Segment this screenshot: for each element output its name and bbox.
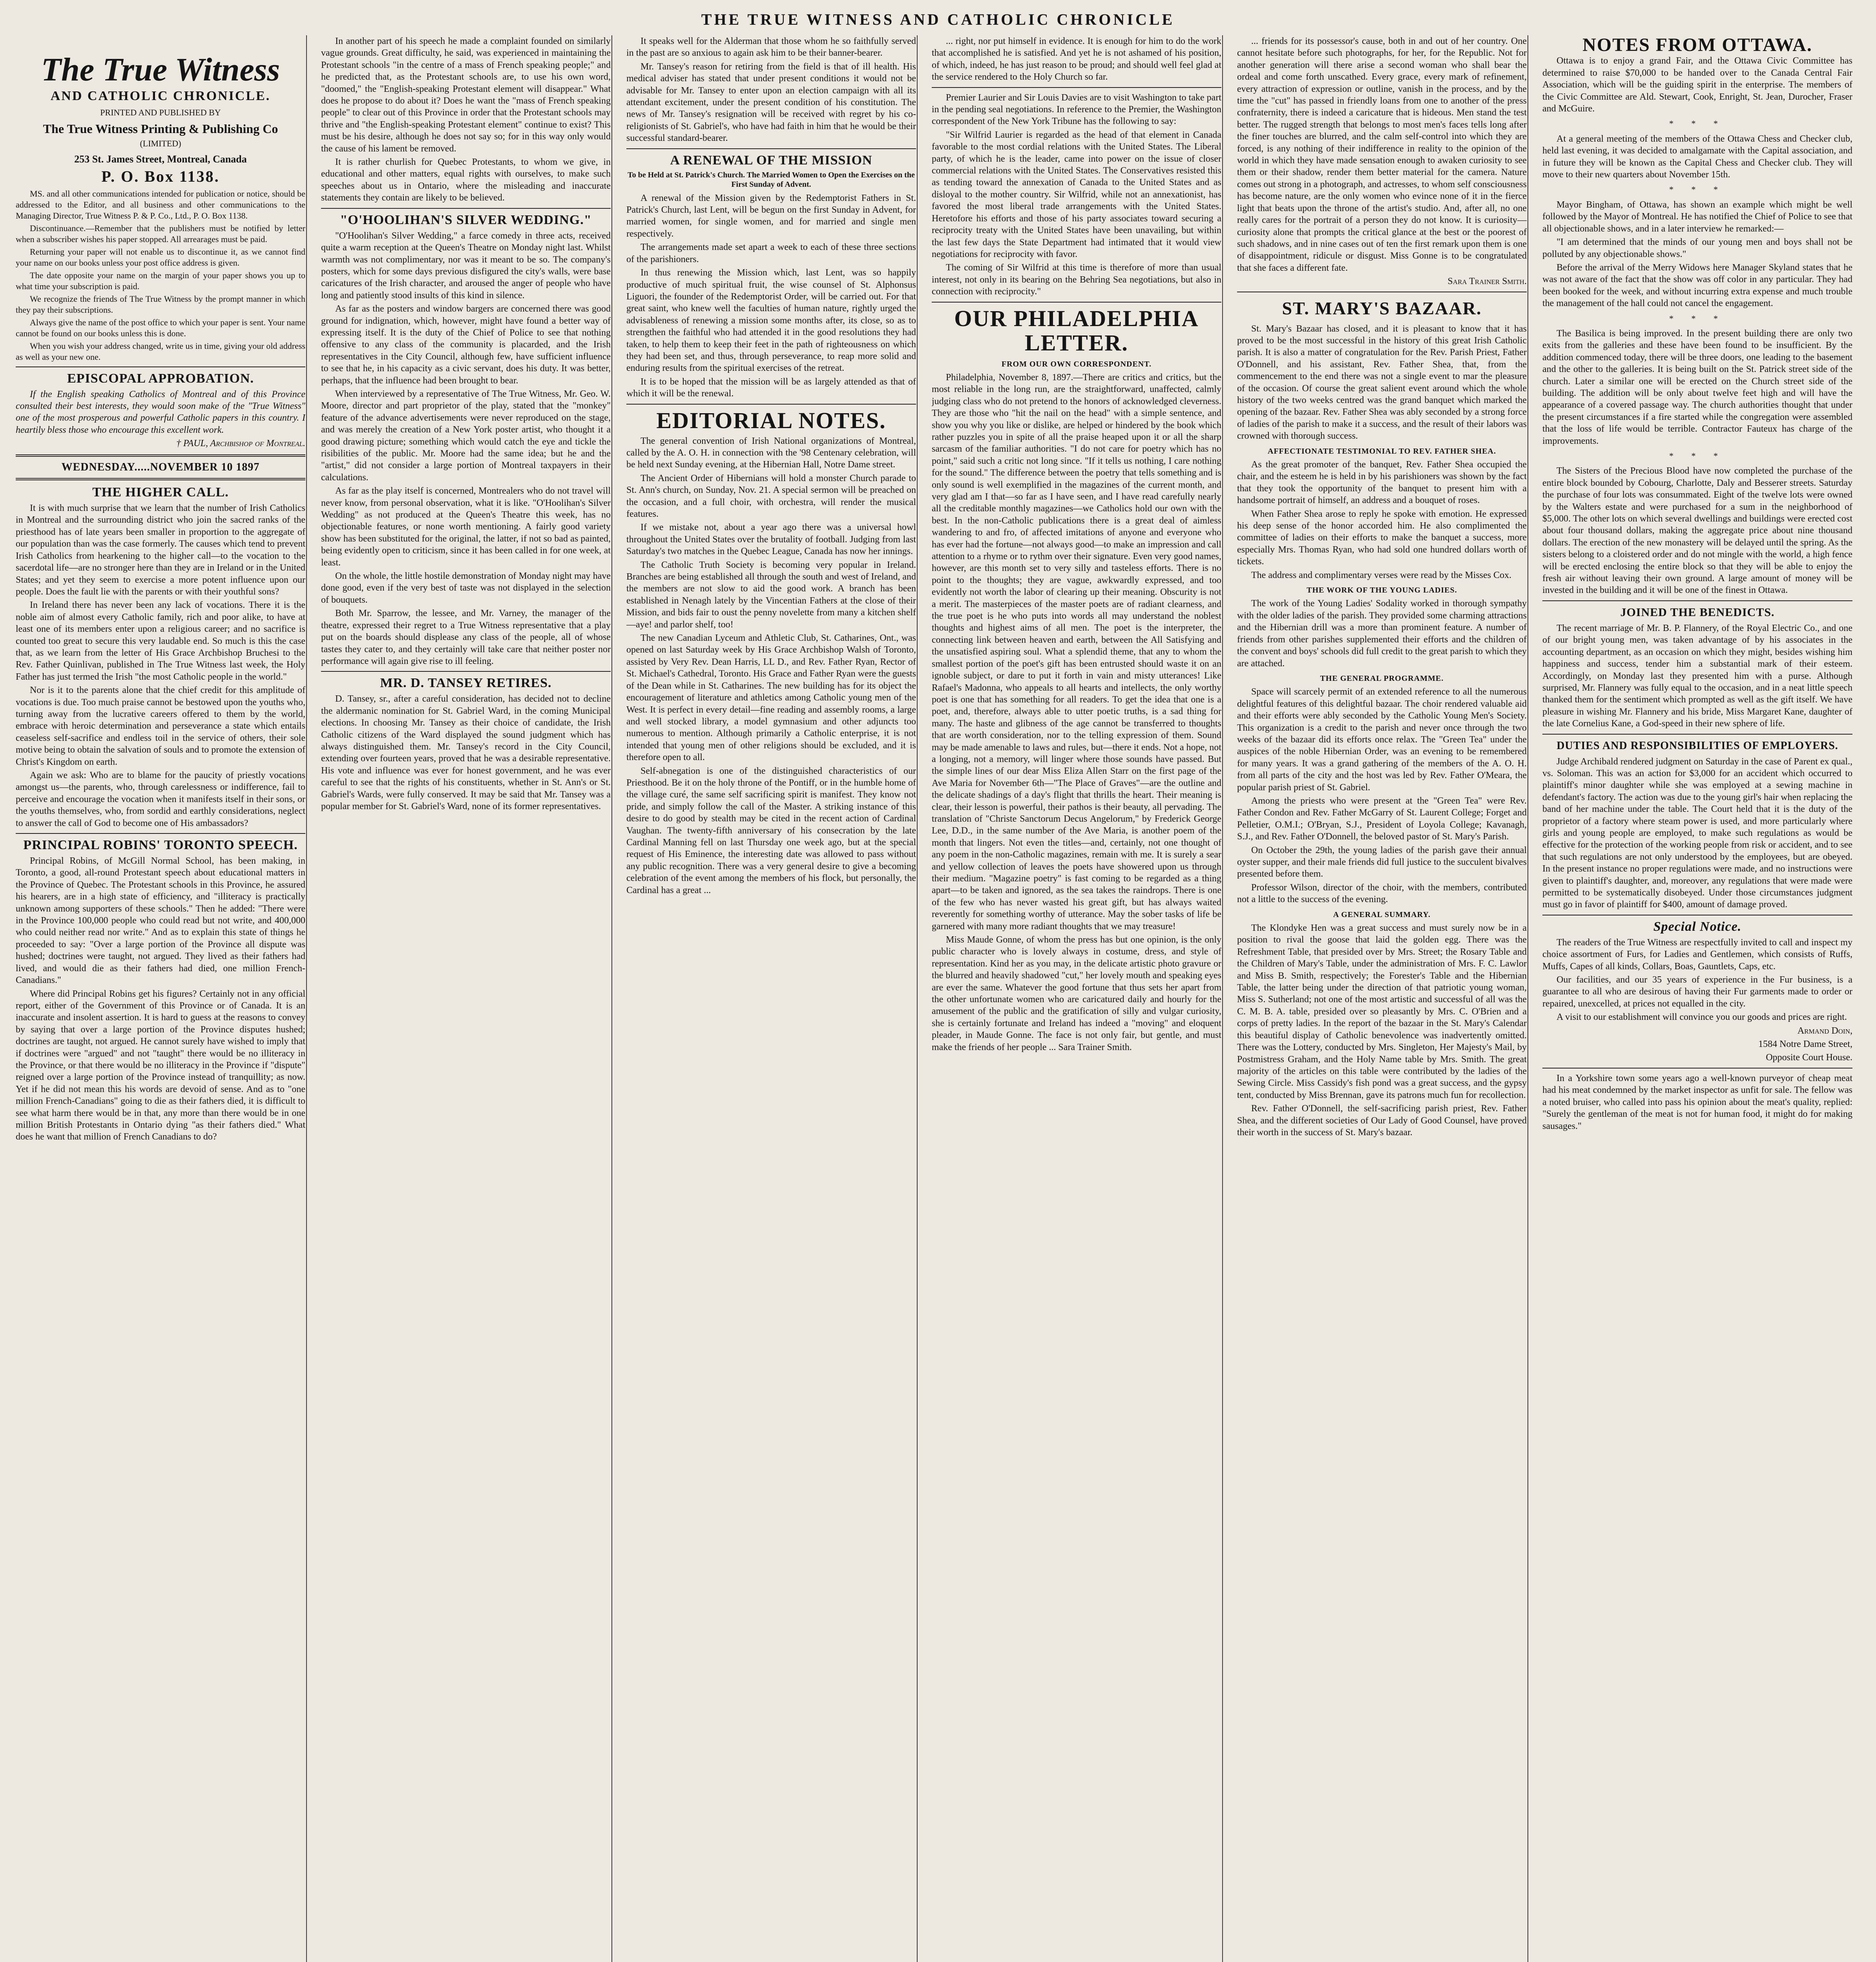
article-paragraph: The Klondyke Hen was a great success and must surely now be in a position to rival the goose that laid the golden egg. There was the Refreshment Table, that presided over by Mrs. Street; the Rosary Table and the Children of Mary's Table, under the administration of Mrs. F. C. Lawlor and Miss B. Smith, respectively; the Forester's Table and the Hibernian Table, the latter being under the direction of that patriotic young woman, Miss S. Sutherland; not one of the most artistic and successful of all was the C. M. B. A. table, presided over so pleasantly by Mrs. C. O'Brien and a corps of pretty ladies. In the report of the bazaar in the St. Mary's Calendar this beautiful display of Catholic benevolence was inadvertently omitted. There was the Lottery, conducted by Mrs. Singleton, Her Majesty's Mail, by Postmistress Graham, and the Holy Name table by Mrs. Smith. The great majority of the articles on this table were contributed by the ladies of the Sewing Circle. Miss Cassidy's fish pond was a great success, and the gypsy tent, conducted by Miss Brennan, gave its patrons much fun for recollection. xyxy=(1237,923,1527,1100)
bazaar-subheading: THE GENERAL PROGRAMME. xyxy=(1320,674,1444,683)
running-head: THE TRUE WITNESS AND CATHOLIC CHRONICLE xyxy=(701,11,1175,28)
article-paragraph: A visit to our establishment will convince you our goods and prices are right. xyxy=(1557,1012,1847,1023)
column-5 xyxy=(1237,35,1527,1962)
article-paragraph: If we mistake not, about a year ago there was a universal howl throughout the United States over the brutality of football. Judging from last Saturday's two matches in the Quebec League, Canada has now her innings. xyxy=(626,522,916,557)
article-paragraph: Again we ask: Who are to blame for the paucity of priestly vocations amongst us—the parents, who, through carelessness or indifference, fail to perceive and encourage the vocation when it manifests itself in their sons, or the youths themselves, who, from sordid and earthly considerations, neglect to answer the call of God to become one of His ambassadors? xyxy=(16,770,305,828)
notice: We recognize the friends of The True Witness by the prompt manner in which they pay their subscriptions. xyxy=(16,294,305,315)
masthead xyxy=(16,51,305,363)
notice: Discontinuance.—Remember that the publishers must be notified by letter when a subscriber wishes his paper stopped. All arrearages must be paid. xyxy=(16,223,305,244)
article-paragraph: Before the arrival of the Merry Widows here Manager Skyland states that he was not aware of the fact that the show was off color in any particular. They had been booked for the week, and without incurring extra expense and much trouble the management of the hall could not cancel the engagement. xyxy=(1542,262,1852,309)
article-paragraph: It is rather churlish for Quebec Protestants, to whom we give, in educational and other matters, equal rights with ourselves, to make such speeches about us in Ontario, where the misleading and inaccurate statements they contain are likely to be believed. xyxy=(321,157,611,203)
article-paragraph: As far as the play itself is concerned, Montrealers who do not travel will never know, from personal observation, what it is like. "O'Hoolihan's Silver Wedding" as not produced at the Queen's Theatre this week, has no objectionable features, or none worth mentioning. A fairly good variety show has been substituted for the original, the latter, if not so bad as painted, being evidently open to criticism, since it has been called in for one week, at least. xyxy=(321,486,611,568)
masthead-address: 253 St. James Street, Montreal, Canada xyxy=(74,153,247,165)
article-paragraph: It is to be hoped that the mission will be as largely attended as that of which it will be the renewal. xyxy=(626,376,916,399)
divider xyxy=(1542,600,1852,601)
article-paragraph: Mr. Tansey's reason for retiring from the field is that of ill health. His medical adviser has stated that under present conditions it would not be advisable for Mr. Tansey to enter upon an election campaign with all its attendant excitement, under the present condition of his constitution. The news of Mr. Tansey's resignation will be received with regret by his co-religionists of St. Gabriel's, who have had faith in him that he would be their successful standard-bearer. xyxy=(626,61,916,144)
article-paragraph: The work of the Young Ladies' Sodality worked in thorough sympathy with the older ladies of the parish. They provided some charming attractions and the Hibernian drill was a more than prominent feature. A number of friends from other parishes supplemented their efforts and the children of the convent and boys' schools did full credit to the great parish to which they are attached. xyxy=(1237,598,1527,669)
article-paragraph: It speaks well for the Alderman that those whom he so faithfully served in the past are so anxious to again ask him to be their banner-bearer. xyxy=(626,36,916,58)
special-notice-heading: Special Notice. xyxy=(1653,919,1742,934)
article-paragraph: Miss Maude Gonne, of whom the press has but one opinion, is the only public character who is lovely always in costume, dress, and style of representation. Kind her as you may, in the delicate artistic photo gravure or the blurred and heavily shadowed "cut," her lovely mouth and speaking eyes are ever the same. Whatever the good fortune that thus sets her apart from the other unfortunate women who are caricatured daily and hourly for the amusement of the public and the gratification of silly and vulgar curiosity, she is certainly fortunate and Ireland has indeed a "moving" and eloquent pleader, in Maude Gonne. The face is not only fair, but gentle, and must make the friends of her people ... Sara Trainer Smith. xyxy=(932,935,1221,1052)
column-4 xyxy=(932,35,1221,1962)
article-paragraph: Our facilities, and our 35 years of experience in the Fur business, is a guarantee to all who are desirous of having their Fur garments made to order or repaired, unexcelled, at prices not equalled in the city. xyxy=(1542,975,1852,1009)
article-paragraph: In another part of his speech he made a complaint founded on similarly vague grounds. Great difficulty, he said, was experienced in maintaining the Protestant schools "in the centre of a mass of French speaking people;" and he predicted that, as the Protestant schools are, to use his own word, "doomed," the "English-speaking Protestant element will disappear." What does he propose to do about it? Does he want the "mass of French speaking people" to clear out of this Province in order that the Protestant schools may thrive and "the English-speaking Protestant element" continue to exist? This must be his desire, although he does not say so; for in this way only would the cause of his lament be removed. xyxy=(321,36,611,154)
article-paragraph: ... friends for its possessor's cause, both in and out of her country. One cannot hesitate before such photographs, for her, for the Republic. Not for another generation will there arise a second woman who shall bear the ordeal and come forth unscathed. Every grace, every mark of refinement, every attraction of expression or outline, vanish in the process, and by the time the "cut" has passed in friendly loans from one to another of the press confraternity, there is indeed a caricature that is hideous. Men stand the test better. The rugged strength that belongs to most men's faces tells long after the finer touches are blurred, and the calm self-control into which they are forced, is any nothing of their indifference in reality to the opinion of the world in which they have made sensation enough to awaken curiosity to see them or their shadow, render them better material for the camera. Nature comes out strong in a photograph, and actresses, to whom self consciousness has become nature, are the only women who evince none of it in the fierce light that beats upon the throne of the artist's studio. And, after all, no one really cares for the portrait of a person they do not know. It is curiosity—curiosity alone that prompts the critical glance at the best or the poorest of such shadows, and in nine cases out of ten the first remark upon them is one of disappointment, ridicule or disgust. Miss Gonne is to be congratulated that she faces a different fate. xyxy=(1237,36,1527,273)
bazaar-subheading: A GENERAL SUMMARY. xyxy=(1333,910,1431,919)
article-paragraph: In Ireland there has never been any lack of vocations. There it is the noble aim of almost every Catholic family, rich and poor alike, to have at least one of its members enter upon a religious career; and no sacrifice is counted too great to secure this very laudable end. So much is this the case that, as we learn from the letter of His Grace Archbishop Bruchesi to the Rev. Father Quinlivan, published in The True Witness last week, the Holy Father has just termed the Irish "the most Catholic people in the world." xyxy=(16,600,305,682)
article-paragraph: As the great promoter of the banquet, Rev. Father Shea occupied the chair, and the esteem he is held in by his parishioners was shown by the fact that they took the opportunity of the banquet to present him with a handsome portrait of himself, an address and a bouquet of roses. xyxy=(1237,460,1527,506)
mission-subheading: To be Held at St. Patrick's Church. The Married Women to Open the Exercises on the First Sunday of Advent. xyxy=(628,170,915,189)
article-signature: Sara Trainer Smith. xyxy=(1447,276,1527,287)
article-paragraph: In thus renewing the Mission which, last Lent, was so happily productive of much spiritual fruit, the wise counsel of St. Alphonsus Liguori, the founder of the Redemptorist Order, will be carried out. For that great saint, who knew well the faculties of human nature, rightly urged the advisableness of renewing a mission some months after, its close, so as to strengthen the faithful who had attended it in the good resolutions they had taken, to help them to keep their feet in the path of righteousness on which they had been set, and thus, through perseverance, to reap more solid and enduring results from the spiritual exercises of the retreat. xyxy=(626,268,916,374)
mission-heading: A RENEWAL OF THE MISSION xyxy=(670,153,872,168)
article-paragraph: The coming of Sir Wilfrid at this time is therefore of more than usual interest, not only in its bearing on the Behring Sea negotiations, but also in connection with reciprocity." xyxy=(932,263,1221,297)
divider xyxy=(16,454,305,457)
article-paragraph: D. Tansey, sr., after a careful consideration, has decided not to decline the aldermanic nomination for St. Gabriel Ward, in the coming Municipal elections. In choosing Mr. Tansey as their choice of candidate, the Irish Catholic citizens of the Ward displayed the sound judgment which has always distinguished them. Mr. Tansey's record in the City Council, extending over fourteen years, proved that he was a desirable representative. His vote and influence was ever for honest government, and he was ever careful to see that the rights of his constituents, whether in St. Ann's or St. Gabriel's Wards, were fully conserved. It may be said that Mr. Tansey was a popular member for St. Gabriel's Ward, none of its former representatives. xyxy=(321,694,611,811)
article-paragraph: Judge Archibald rendered judgment on Saturday in the case of Parent ex qual., vs. Soloman. This was an action for $3,000 for an accident which occurred to plaintiff's minor daughter while she was employed at a sewing machine in defendant's factory. The action was due to the young girl's hair when replacing the band of her machine under the table. The Court held that it is the duty of the proprietor of a factory where steam power is used, and more particularly where girls and young people are employed, to make such regulations as would be effective for the protection of the working people from risk or accident, and to see that such regulations are not only understood by the employees, but are obeyed. In the present instance no proper regulations were made, and no instructions were given to plaintiff's daughter, and, moreover, any regulations that were made were permitted to be systematically disobeyed. Under those circumstances judgment must go in favor of plaintiff for $400, amount of damage proved. xyxy=(1542,756,1852,910)
date-line: WEDNESDAY.....NOVEMBER 10 1897 xyxy=(61,461,260,473)
duties-heading: DUTIES AND RESPONSIBILITIES OF EMPLOYERS. xyxy=(1557,739,1838,752)
column-rule xyxy=(611,35,612,1962)
article-paragraph: The arrangements made set apart a week to each of these three sections of the parishioners. xyxy=(626,242,916,264)
article-paragraph: Rev. Father O'Donnell, the self-sacrificing parish priest, Rev. Father Shea, and the different societies of Our Lady of Good Counsel, have proved their worth in the success of St. Mary's bazaar. xyxy=(1237,1103,1527,1138)
divider xyxy=(16,833,305,834)
divider xyxy=(321,671,611,672)
article-paragraph: The recent marriage of Mr. B. P. Flannery, of the Royal Electric Co., and one of our bright young men, was taken advantage of by his associates in the accounting department, as an occasion on which they might, besides wishing him happiness and success, tender him a substantial mark of their esteem. Accordingly, on Monday last they presented him with a purse. Although surprised, Mr. Flannery was fully equal to the occasion, and in a neat little speech thanked them for the sentiment which prompted as well as the gift itself. We have pleasure in wishing Mr. Flannery and his bride, Miss Margaret Kane, daughter of the late Cornelius Kane, a God-speed in their new sphere of life. xyxy=(1542,623,1852,729)
notice: The date opposite your name on the margin of your paper shows you up to what time your subscription is paid. xyxy=(16,270,305,291)
article-paragraph: The Sisters of the Precious Blood have now completed the purchase of the entire block bounded by Cobourg, Charlotte, Daly and Besserer streets. Saturday the purchase of four lots was consummated. Eight of the twelve lots were owned by the Walters estate and were purchased for a sum in the neighborhood of $5,000. The other lots on which several dwellings and buildings were erected cost about four thousand dollars, making the aggregate price about nine thousand dollars. The erection of the new monastery will be delayed until the spring. As the sisters belong to a cloistered order and do not mingle with the world, a high fence will be erected enclosing the entire block so that they will be able to enjoy the fresh air without leaving their own ground. A large amount of money will be invested in the building and it will be one of the finest in Ottawa. xyxy=(1542,466,1852,596)
episcopal-signature: † PAUL, Archbishop of Montreal. xyxy=(176,438,305,449)
article-paragraph: Mayor Bingham, of Ottawa, has shown an example which might be well followed by the Mayor of Montreal. He has notified the Chief of Police to see that all objectionable shows, and in a later interview he remarked:— xyxy=(1542,199,1852,234)
ottawa-heading: NOTES FROM OTTAWA. xyxy=(1582,35,1812,55)
article-paragraph: The readers of the True Witness are respectfully invited to call and inspect my choice assortment of Furs, for Ladies and Gentlemen, which consists of Ruffs, Muffs, Capes of all kinds, Collars, Boas, Gauntlets, Caps, etc. xyxy=(1542,937,1852,972)
article-paragraph: Professor Wilson, director of the choir, with the members, contributed not a little to the success of the evening. xyxy=(1237,882,1527,905)
article-paragraph: "Sir Wilfrid Laurier is regarded as the head of that element in Canada favorable to the most cordial relations with the United States. The Liberal party, of which he is the leader, came into power on the issue of closer commercial relations with the United States. The Conservatives resisted this as tending toward the annexation of Canada to the United States and as disloyal to the mother country. Sir Wilfrid, while not an annexationist, has favored the most liberal trade arrangements with the United States. Heretofore his efforts and those of his party associates toward securing a reciprocity treaty with the United States have been unavailing, but within the last few days the State Department had intimated that it would view negotiations for reciprocity with favor. xyxy=(932,129,1221,259)
article-paragraph: Nor is it to the parents alone that the chief credit for this amplitude of vocations is due. Too much praise cannot be bestowed upon the youths who, turning away from the lucrative careers offered to them by the world, embrace with heroic determination and perseverance a state which entails ceaseless self-sacrifice and endless toil in the service of others, their sole motive being to obtain the salvation of souls and to promote the extension of Christ's Kingdom on earth. xyxy=(16,685,305,767)
divider xyxy=(626,404,916,405)
article-paragraph: The Basilica is being improved. In the present building there are only two exits from the galleries and these have been found to be insufficient. By the addition commenced today, there will be three doors, one leading to the basement and the other to the galleries. It is being built on the St. Patrick street side of the church. Later a similar one will be erected on the Church street side of the building. The addition will be only about twelve feet high and will have the appearance of a covered passage way. The church authorities thought that under the present circumstances if a fire started while the congregation were assembled that the loss of life would be terrible. Contractor Fauteux has charge of the improvements. xyxy=(1542,328,1852,446)
newspaper-page xyxy=(16,8,1860,1962)
notice: MS. and all other communications intended for publication or notice, should be addressed to the Editor, and all business and other communications to the Managing Director, True Witness P. & P. Co., Ltd., P. O. Box 1138. xyxy=(16,188,305,221)
advertiser-address: 1584 Notre Dame Street, xyxy=(1758,1039,1852,1050)
column-rule xyxy=(306,35,307,1962)
article-paragraph: The new Canadian Lyceum and Athletic Club, St. Catharines, Ont., was opened on last Saturday week by His Grace Archbishop Walsh of Toronto, assisted by Very Rev. Dean Harris, LL D., and Rev. Father Ryan, Rector of St. Michael's Cathedral, Toronto. His Grace and Father Ryan were the guests of the Dean while in St. Catharines. The new building has for its object the encouragement of literature and athletics among Catholic young men of the West. It is perfect in every detail—fine reading and assembly rooms, a large and well stocked library, a model gymnasium and other adjuncts too numerous to mention. Although primarily a Catholic enterprise, it is not intended that young men of other religions should be excluded, and it is therefore open to all. xyxy=(626,633,916,763)
bazaar-subheading: THE WORK OF THE YOUNG LADIES. xyxy=(1307,586,1457,595)
article-paragraph: Space will scarcely permit of an extended reference to all the numerous delightful features of this delightful bazaar. The choir rendered valuable aid and their efforts were ably seconded by the Catholic Young Men's Society. This organization is a credit to the parish and never once through the two weeks of the bazaar did its efforts once relax. The "Green Tea" under the auspices of the noble Hibernian Order, was an evening to be remembered for many years. It was a grand gathering of the members of the A. O. H. from all parts of the city and the host was led by Rev. Father O'Meara, the popular parish priest of St. Gabriel. xyxy=(1237,687,1527,793)
article-paragraph: Premier Laurier and Sir Louis Davies are to visit Washington to take part in the pending seal negotiations. In reference to the Premier, the Washington correspondent of the New York Tribune has the following to say: xyxy=(932,92,1221,127)
column-6 xyxy=(1542,35,1852,1962)
article-paragraph: "I am determined that the minds of our young men and boys shall not be polluted by any objectionable shows." xyxy=(1542,237,1852,259)
article-paragraph: Among the priests who were present at the "Green Tea" were Rev. Father Condon and Rev. Father McGarry of St. Laurent College; Forget and Pelletier, O.M.I.; O'Bryan, S.J., President of Loyola College; Kavanagh, S.J., and Rev. Father O'Donnell, the beloved pastor of St. Mary's Parish. xyxy=(1237,795,1527,842)
article-paragraph: It is with much surprise that we learn that the number of Irish Catholics in Montreal and the surrounding district who join the sacred ranks of the priesthood has of late years been smaller in proportion to the aggregate of our population than was the case formerly. The causes which tend to prevent Irish Catholics from hearkening to the higher call—to the vocation to the sacerdotal life—are no stronger here than they are in Ireland or in the United States; and yet they seem to exercise a more potent influence upon our people. Does the fault lie with the parents or with their youthful sons? xyxy=(16,503,305,597)
column-2 xyxy=(321,35,611,1962)
article-paragraph: "O'Hoolihan's Silver Wedding," a farce comedy in three acts, received quite a warm reception at the Queen's Theatre on Monday night last. Whilst warmth was not complimentary, nor was it meant to be so. The company's posters, which for some days previous disfigured the city's walls, were base caricatures of the Irish character, and aroused the anger of people who have long and patiently stood insults of this kind in silence. xyxy=(321,230,611,301)
article-paragraph: At a general meeting of the members of the Ottawa Chess and Checker club, held last evening, it was decided to amalgamate with the Capital association, and in future they will be known as the Capital Chess and Checker club. They will move to their new quarters about November 15th. xyxy=(1542,133,1852,180)
episcopal-text: If the English speaking Catholics of Montreal and of this Province consulted their best interests, they would soon make of the "True Witness" one of the most prosperous and powerful Catholic papers in this country. I heartily bless those who encourage this excellent work. xyxy=(16,389,305,435)
column-rule xyxy=(1222,35,1223,1962)
philadelphia-heading: OUR PHILADELPHIA LETTER. xyxy=(954,305,1199,356)
article-paragraph: In a Yorkshire town some years ago a well-known purveyor of cheap meat had his meat condemned by the market inspector as unfit for sale. The fellow was a noted bruiser, who called into pass his opinion about the meat's quality, replied: "Surely the gentleman of the meat is not for human food, it might do for making sausages." xyxy=(1542,1073,1852,1131)
masthead-po-box: P. O. Box 1138. xyxy=(101,168,220,186)
article-paragraph: As far as the posters and window bargers are concerned there was good ground for indignation, which, however, might have found a better way of expressing itself. It is the duty of the Chief of Police to see that nothing offensive to any class of the community is placarded, and the Irish representatives in the City Council, although few, have sufficient influence to see that he, in his capacity as a civic servant, does his duty. It was better, perhaps, that the influence had been brought to bear. xyxy=(321,304,611,386)
divider xyxy=(16,478,305,480)
article-paragraph: When interviewed by a representative of The True Witness, Mr. Geo. W. Moore, director and part proprietor of the play, stated that the "monkey" feature of the advance advertisements were never reproduced on the stage, and was merely the creation of a New York poster artist, who thought it a good drawing picture; something which would catch the eye and tickle the risibilities of the public. Mr. Moore had the same idea; but he and the "artist," did not consider a large portion of Montreal taxpayers in their calculations. xyxy=(321,388,611,483)
star-divider: * * * xyxy=(1669,451,1726,461)
article-paragraph: The address and complimentary verses were read by the Misses Cox. xyxy=(1251,570,1512,580)
column-3 xyxy=(626,35,916,1962)
advertiser-name: Armand Doin, xyxy=(1797,1025,1852,1036)
masthead-subtitle: AND CATHOLIC CHRONICLE. xyxy=(50,89,271,103)
masthead-notices xyxy=(16,188,305,363)
article-paragraph: Philadelphia, November 8, 1897.—There are critics and critics, but the most reliable in the long run, are the straightforward, unaffected, calmly judging class who do not pretend to the honors of acknowledged cleverness. They are those who "hit the nail on the head" with a simple sentence, and show you why you like or dislike, are helped or hindered by the book which rather puzzles you in spite of all the praise heaped upon it or all the sharp sarcasm of the familiar authorities. "I do not care for poetry which has no point," said such a critic not long since. "If it tells us nothing, I care nothing for the sound." The difference between the poetry that tells something and is only sound is well exemplified in the magazines of the current month, and very glad am I that—so far as I have seen, and I have read carefully nearly all the creditable monthly magazines—we Catholics hold our own with the best. In the non-Catholic publications there is a great deal of aimless wandering to and fro, of affected imitations of anyone and everyone who has ever had the fortune—not always good—to make an impression and call attention to a rhyme or to rythm over their signature. Even very good names, however, are this month set to very silly and tasteless efforts. There is no point to the thoughts; they are vague, awkwardly expressed, and too evidently not worth the labor of clearing up their meaning. Obscurity is not a merit. The masterpieces of the master poets are of radiant clearness, and the true poet is he who puts into words all may understand the noblest thoughts and highest aims of all men. The poet is the interpreter, the connecting link between heaven and earth, between the All Satisfying and the unsatisfied aspiring soul. What a splendid theme, that any to whom the smallest portion of the poet's gift has been entrusted should waste it on an ignoble subject, or dare to put it forth in vain and misty utterances! Like Rafael's Madonna, who appeals to all hearts and intellects, the only worthy poet is one that has something for all readers. To get the idea that one is a poet, and, therefore, always able to utter poetic truths, is a sad thing for many. The haste and glibness of the age cannot be transferred to thoughts that are worth consideration, nor to the telling expression of them. Sound may be made amenable to laws and rules, but—there it ends. Not a hope, not a longing, not a memory, will linger where those sounds have passed. But the simple lines of our dear Miss Eliza Allen Starr on the first page of the Ave Maria for November 6th—"The Place of Graves"—are the outline and the delicate shadings of a day's flight that thrills the heart. Their meaning is clear, their lesson is powerful, their pathos is their beauty, all pervading. The translation of "Christe Sanctorum Decus Angelorum," by Frederick George Lee, D.D., in the same number of the Ave Maria, is another poem of the month that lingers. Not even the titles—and, certainly, not one thought of any poem in the non-Catholic magazines, remain with me. It is surely a sear and yellow collection of leaves the poets have showered upon us through their medium. "Magazine poetry" is fast coming to be regarded as a thing apart—to be taken and ignored, as the sea takes the raindrops. There is one of the few who has never wasted his great gift, but has always waited reverently for something worthy of utterance. May the sober tasks of life be garnered with many more radiant thoughts that we may treasure! xyxy=(932,372,1221,932)
masthead-limited: (LIMITED) xyxy=(140,138,181,148)
bazaar-heading: ST. MARY'S BAZAAR. xyxy=(1282,298,1482,318)
article-paragraph: On the whole, the little hostile demonstration of Monday night may have done good, even if the very best of taste was not displayed in the selection of bouquets. xyxy=(321,571,611,605)
column-1 xyxy=(16,35,305,1962)
article-paragraph: On October the 29th, the young ladies of the parish gave their annual oyster supper, and their male friends did full justice to the succulent bivalves presented before them. xyxy=(1237,845,1527,879)
divider xyxy=(321,208,611,209)
masthead-printed-by: PRINTED AND PUBLISHED BY xyxy=(100,108,221,118)
article-paragraph: Principal Robins, of McGill Normal School, has been making, in Toronto, a good, all-round Protestant speech about educational matters in the Province of Quebec. The Protestant schools in this Province, he assured his hearers, are in a high state of efficiency, and "illiteracy is practically unknown among supporters of these schools." Then he added: "There were in the Province 100,000 people who could read but not write, and 400,000 who could neither read nor write." And as to explain this state of things he proceeded to say: "Over a large portion of the Province all dispute was hushed; doctrines were taught, not argued. They lived as their fathers had lived, and would die as their fathers had died, one million French-Canadians." xyxy=(16,856,305,986)
divider xyxy=(1542,1068,1852,1069)
article-paragraph: Self-abnegation is one of the distinguished characteristics of our Priesthood. Be it on the holy throne of the Pontiff, or in the humble home of the village curé, the same self sacrificing spirit is manifest. They know not pride, and simply follow the call of the Master. A striking instance of this desire to do good by stealth may be cited in the recent action of Cardinal Vaughan. The twenty-fifth anniversary of his consecration by the late Cardinal Manning fell on last Thursday one week ago, but at the special request of His Eminence, the interesting date was allowed to pass without any public recognition. There was a very general desire to give a becoming celebration of the event among the members of his flock, but personally, the Cardinal has a great ... xyxy=(626,766,916,895)
masthead-title: The True Witness xyxy=(41,51,280,88)
star-divider: * * * xyxy=(1669,119,1726,129)
tansey-heading: MR. D. TANSEY RETIRES. xyxy=(380,676,552,691)
philadelphia-subheading: FROM OUR OWN CORRESPONDENT. xyxy=(1001,359,1152,368)
benedicts-heading: JOINED THE BENEDICTS. xyxy=(1620,605,1775,619)
article-paragraph: Both Mr. Sparrow, the lessee, and Mr. Varney, the manager of the theatre, expressed their regret to a True Witness representative that a play put on the boards should displease any class of the people, all of whose tastes they cater to, and they certainly will take care that neither poster nor performance will again give rise to ill feeling. xyxy=(321,608,611,666)
star-divider: * * * xyxy=(1669,313,1726,323)
article-paragraph: St. Mary's Bazaar has closed, and it is pleasant to know that it has proved to be the most successful in the history of this great Irish Catholic parish. It is also a matter of congratulation for the Rev. Parish Priest, Father O'Donnell, and his assistant, Rev. Father Shea, that, from the commencement to the end there was not a single event to mar the pleasure of the occasion. Of course the great salient event around which the whole history of the two weeks centred was the grand banquet which marked the opening of the bazaar. Rev. Father Shea was ably seconded by a strong force of ladies of the parish to make it a success, and the result of their labors was crowned with thorough success. xyxy=(1237,323,1527,441)
silver-wedding-heading: "O'HOOLIHAN'S SILVER WEDDING." xyxy=(340,212,592,227)
divider xyxy=(626,148,916,149)
notice: Always give the name of the post office to which your paper is sent. Your name cannot be found on our books unless this is done. xyxy=(16,317,305,338)
notice: Returning your paper will not enable us to discontinue it, as we cannot find your name on our books unless your post office address is given. xyxy=(16,246,305,268)
column-rule xyxy=(1527,35,1528,1962)
episcopal-heading: EPISCOPAL APPROBATION. xyxy=(67,371,254,386)
advertiser-address: Opposite Court House. xyxy=(1766,1052,1852,1063)
divider xyxy=(1542,734,1852,735)
article-paragraph: The general convention of Irish National organizations of Montreal, called by the A. O. H. in connection with the '98 Centenary celebration, will be held next Sunday evening, at the Hibernian Hall, Notre Dame street. xyxy=(626,436,916,470)
divider xyxy=(932,302,1221,303)
article-paragraph: Where did Principal Robins get his figures? Certainly not in any official report, either of the Government of this Province or of Canada. It is an inaccurate and insolent assertion. It is hard to guess at the reasons to convey by saying that over a large portion of the Province disputes hushed; doctrines are taught, not argued. He cannot surely have wished to imply that if doctrines were "argued" and not "taught" there would be no illiteracy in the Province, or that there would be no illiteracy in the Province if "dispute" reigned over a large portion of the Province instead of tranquillity; as now. Yet if he did not mean this his words are devoid of sense. And as to "one million French-Canadians" going to die as their fathers died, it is difficult to see what harm there would be in that, any more than there would be in one million British Protestants in Ontario dying "as their fathers died." What does he want that million of French Canadians to do? xyxy=(16,988,305,1142)
notice: When you wish your address changed, write us in time, giving your old address as well as your new one. xyxy=(16,341,305,362)
article-paragraph: Ottawa is to enjoy a grand Fair, and the Ottawa Civic Committee has determined to raise $70,000 to be handed over to the Canada Central Fair Association, which will be the guiding spirit in the enterprise. The members of the Civic Committee are Ald. Stewart, Cook, Enright, St. Jean, Durocher, Fraser and McGuire. xyxy=(1542,56,1852,114)
bazaar-subheading: AFFECTIONATE TESTIMONIAL TO REV. FATHER SHEA. xyxy=(1268,447,1496,456)
star-divider: * * * xyxy=(1669,184,1726,195)
editorial-heading: EDITORIAL NOTES. xyxy=(656,407,886,433)
article-paragraph: A renewal of the Mission given by the Redemptorist Fathers in St. Patrick's Church, last Lent, will be begun on the first Sunday in Advent, for married women, for single women, and for married and single men respectively. xyxy=(626,193,916,239)
masthead-publisher: The True Witness Printing & Publishing Co xyxy=(43,121,278,136)
robins-heading: PRINCIPAL ROBINS' TORONTO SPEECH. xyxy=(23,838,298,853)
article-paragraph: The Ancient Order of Hibernians will hold a monster Church parade to St. Ann's church, on Sunday, Nov. 21. A special sermon will be preached on the occasion, and a full choir, with orchestra, will render the musical features. xyxy=(626,473,916,519)
article-paragraph: The Catholic Truth Society is becoming very popular in Ireland. Branches are being established all through the south and west of Ireland, and the members are not slow to aid the good work. A branch has been established in Nenagh lately by the Vincentian Fathers at the close of their Mission, and bids fair to oust the penny novelette from many a kitchen shelf—aye! and parlor shelf, too! xyxy=(626,560,916,630)
article-paragraph: When Father Shea arose to reply he spoke with emotion. He expressed his deep sense of the honor accorded him. He also complimented the committee of ladies on their efforts to make the banquet a success, more especially Mrs. Thomas Ryan, who had sold one hundred dollars worth of tickets. xyxy=(1237,509,1527,567)
higher-call-heading: THE HIGHER CALL. xyxy=(92,485,229,500)
column-rule xyxy=(917,35,918,1962)
divider xyxy=(932,87,1221,88)
article-paragraph: ... right, nor put himself in evidence. It is enough for him to do the work that accomplished he is satisfied. And yet he is not ashamed of his position, of which, indeed, he has just reason to be proud; and should well feel glad at the service rendered to the Holy Church so far. xyxy=(932,36,1221,82)
